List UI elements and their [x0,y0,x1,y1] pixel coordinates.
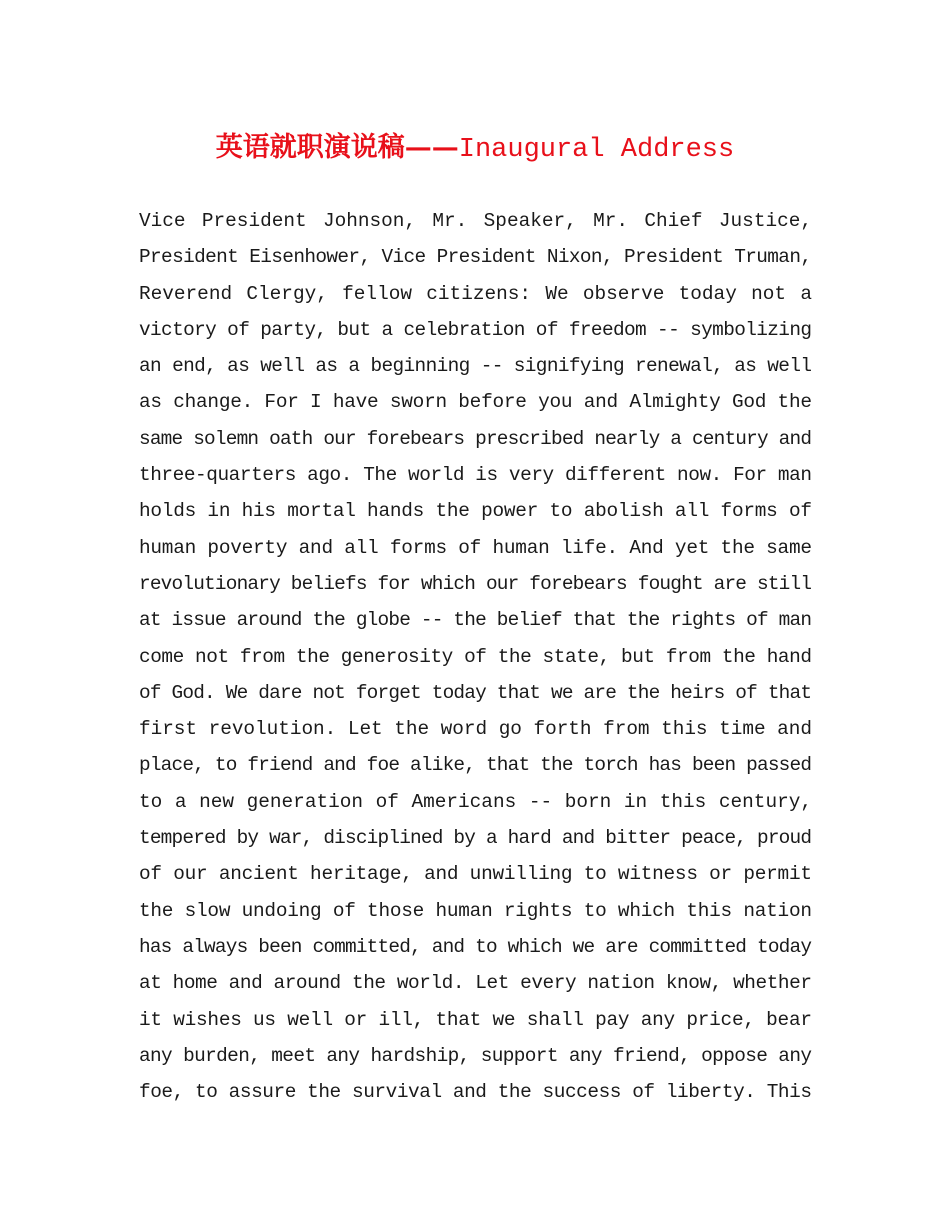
text-line: of our ancient heritage, and unwilling to witness or permit [139,863,812,886]
text-line: place, to friend and foe alike, that the torch has been passed [139,754,812,777]
body-paragraph [139,203,812,1110]
text-line: at home and around the world. Let every nation know, whether [139,972,812,995]
text-line: any burden, meet any hardship, support any friend, oppose any [139,1044,812,1067]
text-line: foe, to assure the survival and the success of liberty. This [139,1081,812,1104]
text-line: it wishes us well or ill, that we shall pay any price, bear [139,1008,812,1031]
text-line: at issue around the globe -- the belief that the rights of man [139,609,812,632]
title-chinese: 英语就职演说稿—— [215,132,459,163]
text-line: first revolution. Let the word go forth from this time and [139,718,812,741]
text-line: has always been committed, and to which we are committed today [139,935,812,958]
text-line: victory of party, but a celebration of freedom -- symbolizing [139,318,812,341]
text-line: as change. For I have sworn before you and Almighty God the [139,391,812,414]
text-line: three-quarters ago. The world is very different now. For man [139,464,812,487]
text-line: come not from the generosity of the state, but from the hand [139,645,812,668]
title-english: Inaugural Address [458,135,735,165]
text-line: to a new generation of Americans -- born in this century, [139,790,812,813]
text-line: human poverty and all forms of human life. And yet the same [139,536,812,559]
text-line: same solemn oath our forebears prescribed nearly a century and [139,427,812,450]
text-line: Reverend Clergy, fellow citizens: We observe today not a [139,282,812,305]
text-line: the slow undoing of those human rights to which this nation [139,899,812,922]
text-line: Vice President Johnson, Mr. Speaker, Mr. Chief Justice, [139,210,812,232]
text-line: an end, as well as a beginning -- signifying renewal, as well [139,355,812,378]
text-line: of God. We dare not forget today that we are the heirs of that [139,681,812,704]
text-line: holds in his mortal hands the power to abolish all forms of [139,500,812,523]
text-line: President Eisenhower, Vice President Nixon, President Truman, [139,246,812,269]
text-line: revolutionary beliefs for which our forebears fought are still [139,572,812,595]
text-line: tempered by war, disciplined by a hard and bitter peace, proud [139,827,812,850]
page-title [0,128,950,170]
